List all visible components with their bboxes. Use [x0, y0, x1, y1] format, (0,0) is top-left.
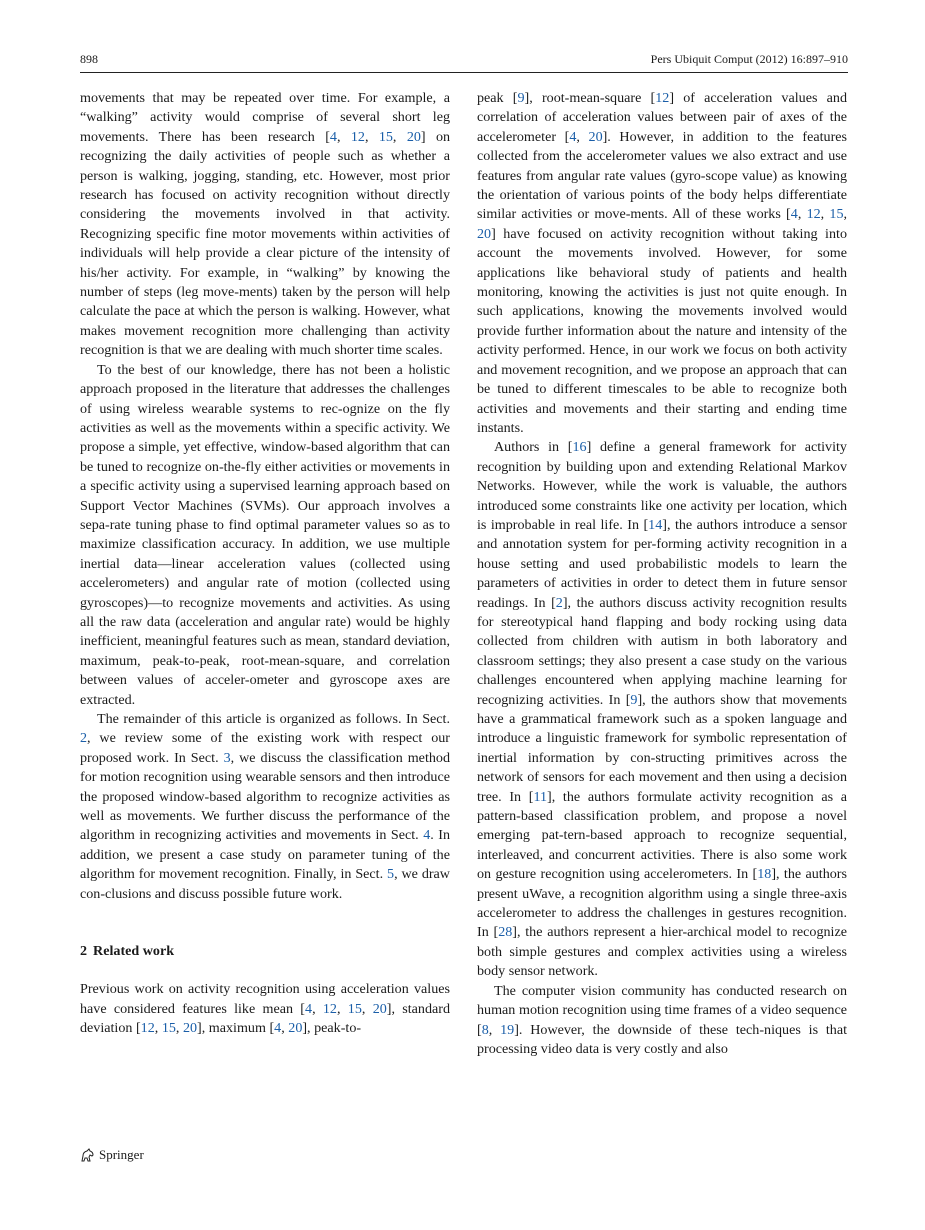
text-run: ] of acceleration values and correlation of acceleration values between pair of axes of the accelerometer [	[477, 90, 847, 145]
citation-link[interactable]: 15	[347, 1000, 362, 1017]
text-run: ], root-mean-square [	[524, 90, 656, 106]
journal-citation: Pers Ubiquit Comput (2012) 16:897–910	[650, 52, 848, 66]
text-run: The computer vision community has conducted research on human motion recognition using time frames of a video sequence [	[477, 982, 847, 1038]
text-run: ], the authors formulate activity recognition as a pattern-based classification problem, and propose a novel emerging pat-tern-based approach to recognize sequential, interleaved, and concurrent activities. There is also some work on gesture recognition using accelerometers. In [	[477, 788, 847, 883]
text-run: ,	[361, 1000, 373, 1017]
text-run: ] have focused on activity recognition without taking into account the movements involved. However, for some applications like behavioral study of patients and health monitoring, knowing the activities is just not quite enough. In such applications, knowing the movements involved would provide further information about the nature and intensity of the activity performed. Hence, in our work we focus on both activity and movement recognition, and we propose an approach that can be tuned to different timescales to be able to recognize both activities and movements and their starting and ending time instants.	[477, 225, 847, 436]
text-run: ,	[154, 1020, 162, 1037]
text-run: ], peak-to-	[302, 1020, 362, 1037]
paragraph	[477, 438, 847, 981]
page-footer	[80, 1145, 144, 1165]
text-run: ,	[364, 128, 379, 145]
text-run: ], maximum [	[197, 1020, 275, 1037]
text-run: ], the authors present uWave, a recognition algorithm using a single three-axis accelerometer to address the challenges in gestures recognition. In [	[477, 866, 847, 941]
text-run: , we review some of the existing work with respect our proposed work. In Sect.	[80, 730, 450, 766]
citation-link[interactable]: 15	[829, 206, 844, 223]
citation-link[interactable]: 20	[182, 1020, 198, 1037]
text-run: , we draw con-clusions and discuss possible future work.	[80, 866, 450, 902]
citation-link[interactable]: 11	[533, 788, 548, 805]
text-run: ,	[312, 1000, 323, 1017]
text-run: . In addition, we present a case study on parameter tuning of the algorithm for movement recognition. Finally, in Sect.	[80, 827, 450, 883]
citation-link[interactable]: 2	[555, 594, 563, 611]
citation-link[interactable]: 12	[806, 206, 821, 223]
text-run: ], the authors introduce a sensor and annotation system for per-forming activity recognition in a house setting and used probabilistic models to learn the parameters of activities in order to detect them in future sensor readings. In [	[477, 516, 847, 611]
citation-link[interactable]: 19	[500, 1021, 515, 1038]
citation-link[interactable]: 4	[329, 128, 337, 145]
citation-link[interactable]: 4	[790, 206, 798, 223]
text-run: ,	[488, 1021, 501, 1038]
text-run: The remainder of this article is organized as follows. In Sect.	[97, 711, 450, 727]
citation-link[interactable]: 4	[569, 128, 577, 145]
citation-link[interactable]: 4	[274, 1020, 282, 1037]
section-title: Related work	[93, 943, 175, 960]
citation-link[interactable]: 9	[630, 691, 638, 708]
text-run: movements that may be repeated over time. For example, a “walking” activity would comprise of several short leg movements. There has been research [	[80, 90, 450, 145]
citation-link[interactable]: 28	[498, 924, 513, 941]
paragraph	[477, 982, 847, 1060]
text-run: ], the authors discuss activity recognition results for stereotypical hand flapping and body rocking using data collected from children with autism in both laboratory and classroom settings; they also present a case study on the various challenges encountered when applying machine learning for recognizing activities. In [	[477, 594, 847, 708]
text-run: ] define a general framework for activity recognition by building upon and extending Relational Markov Networks. However, while the work is valuable, the authors introduced some constraints like one activity per location, which is improbable in real life. In [	[477, 439, 847, 533]
section-number: 2	[80, 943, 88, 960]
text-run: ,	[392, 128, 407, 145]
text-run: ]. However, the downside of these tech-niques is that processing video data is very costly and also	[477, 1021, 848, 1057]
citation-link[interactable]: 20	[588, 128, 603, 145]
section-link[interactable]: 2	[80, 730, 88, 747]
citation-link[interactable]: 12	[140, 1020, 155, 1037]
citation-link[interactable]: 9	[517, 90, 525, 106]
text-run: ,	[281, 1020, 289, 1037]
paragraph	[477, 89, 847, 438]
text-run: ], the authors represent a hier-archical model to recognize both simple gestures and complex activities using a wireless body sensor network.	[477, 924, 847, 980]
citation-link[interactable]: 20	[477, 225, 492, 242]
text-run: ,	[576, 128, 589, 145]
right-column	[477, 89, 847, 1059]
citation-link[interactable]: 12	[350, 128, 365, 145]
text-run: ,	[820, 206, 830, 223]
paragraph: To the best of our knowledge, there has not been a holistic approach proposed in the literature that addresses the challenges of using wireless wearable systems to rec-ognize on the fly activities as well as the movements within a specific activity. We propose a simple, yet effective, window-based algorithm that can be tuned to recognize on-the-fly either activities or movements in a specific activity using a supervised learning approach based on Support Vector Machines (SVMs). Our approach involves a sepa-rate tuning phase to find optimal parameter values so as to maximize classification accuracy. In addition, we use multiple inertial data—linear acceleration values (collected using accelerometers) and angular rate of motion (collected using gyroscopes)—to recognize movements and activities. As using all the raw data (acceleration and angular rate) would be highly inefficient, meaningful features such as mean, standard deviation, maximum, peak-to-peak, root-mean-square, and correlation between values of acceler-ometer and gyroscope axes are extracted.	[80, 361, 450, 708]
citation-link[interactable]: 20	[288, 1020, 303, 1037]
text-run: ,	[175, 1020, 183, 1037]
springer-horse-icon	[80, 1147, 96, 1163]
left-column	[80, 89, 450, 1039]
running-header	[80, 50, 848, 73]
citation-link[interactable]: 15	[161, 1020, 176, 1037]
citation-link[interactable]: 12	[655, 90, 670, 106]
text-run: ,	[843, 206, 848, 223]
paragraph	[80, 89, 450, 361]
text-run: ,	[336, 128, 351, 145]
text-run: ], standard deviation [	[80, 1000, 451, 1037]
text-run: ,	[797, 206, 807, 223]
text-run: peak [	[477, 90, 518, 106]
paragraph	[80, 710, 450, 904]
citation-link[interactable]: 12	[322, 1000, 337, 1017]
text-run: , we discuss the classification method for motion recognition using wearable sensors and then introduce the proposed window-based algorithm to recognize activities as well as movements. We further discuss the performance of the algorithm in recognizing activities and movements in Sect.	[80, 749, 450, 844]
citation-link[interactable]: 4	[305, 1000, 313, 1017]
citation-link[interactable]: 16	[572, 439, 587, 456]
section-link[interactable]: 5	[387, 866, 395, 883]
citation-link[interactable]: 15	[378, 128, 393, 145]
text-run: Previous work on activity recognition using acceleration values have considered features like mean [	[80, 981, 450, 1017]
citation-link[interactable]: 18	[757, 866, 772, 883]
section-heading	[80, 942, 450, 961]
text-run: ]. However, in addition to the features collected from the accelerometer values we also extract and use features from angular rate values (gyro-scope value) as knowing the orientation of various points of the body helps differentiate similar activities or move-ments. All of these works [	[477, 128, 848, 223]
publisher-name: Springer	[99, 1147, 144, 1162]
text-run: ,	[336, 1000, 348, 1017]
citation-link[interactable]: 14	[648, 516, 663, 533]
citation-link[interactable]: 20	[406, 128, 421, 145]
section-link[interactable]: 3	[223, 749, 231, 766]
page-number: 898	[80, 52, 98, 66]
paragraph	[80, 980, 450, 1038]
citation-link[interactable]: 20	[372, 1000, 387, 1017]
citation-link[interactable]: 8	[481, 1021, 489, 1038]
text-run: ], the authors show that movements have a grammatical framework such as a spoken language and introduce a linguistic framework for symbolic representation of inertial information by con-structing primitives across the network of sensors for each movement and then using a decision tree. In [	[477, 691, 847, 805]
text-run: Authors in [	[494, 439, 573, 456]
text-run: ] on recognizing the daily activities of people such as whether a person is walking, jogging, standing, etc. However, most prior research has focused on activity recognition without directly considering the movements involved in that activity. Recognizing specific fine motor movements within activities of individuals will help provide a clear picture of the intensity of his/her activity. For example, in “walking” by knowing the number of steps (leg move-ments) taken by the person will help calculate the pace at which the person is walking. However, what makes movement recognition more challenging than activity recognition is that we are dealing with much shorter time scales.	[80, 128, 451, 359]
section-link[interactable]: 4	[423, 827, 431, 844]
